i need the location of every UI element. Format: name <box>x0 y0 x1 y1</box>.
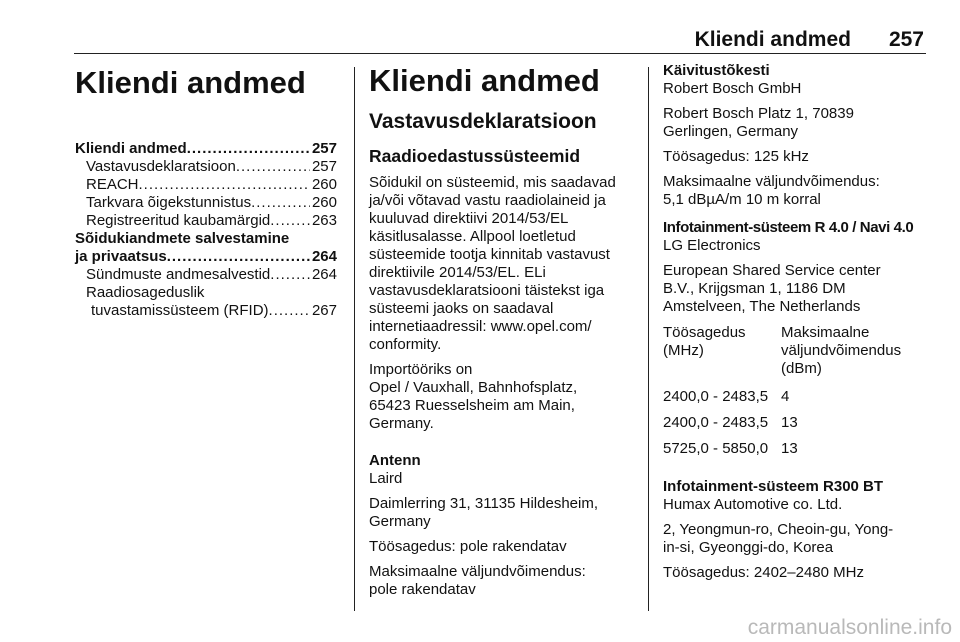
toc-entry-page: 264 <box>311 266 337 283</box>
toc-entry-label: Registreeritud kaubamärgid <box>86 212 271 229</box>
toc-entry-page: 260 <box>311 176 337 193</box>
infotainment1-maker: LG Electronics <box>663 237 761 254</box>
antenna-heading: Antenn <box>369 452 421 469</box>
subsubsection-title: Raadioedastussüsteemid <box>369 146 581 166</box>
table-cell-power: 4 <box>781 388 790 405</box>
toc-entry-label: Vastavusdeklaratsioon <box>86 158 236 175</box>
content-column-1 <box>369 62 635 599</box>
table-header-row <box>663 324 926 378</box>
immobiliser-frequency: Töösagedus: 125 kHz <box>663 148 809 165</box>
chapter-title: Kliendi andmed <box>75 65 306 100</box>
importer-paragraph: Importööriks on Opel / Vauxhall, Bahnhofsplatz, 65423 Ruesselsheim am Main, Germany. <box>369 361 578 432</box>
toc-entry-page: 267 <box>311 302 337 319</box>
running-header <box>695 28 924 52</box>
toc-entry-label-line1: Raadiosageduslik <box>86 284 205 301</box>
toc-leader <box>270 212 310 230</box>
table-cell-power: 13 <box>781 440 798 457</box>
table-cell-power: 13 <box>781 414 798 431</box>
immobiliser-maker: Robert Bosch GmbH <box>663 80 802 97</box>
conformity-paragraph: Sõidukil on süsteemid, mis saadavad ja/või võtavad vastu raadiolaineid ja kuuluvad direktiivi 2014/53/EL käsitlusalasse. Allpool loetletud süsteemide tootja kinnitab vastavust direktiivile 2014/53/EL. ELi vastavusdeklaratsiooni täistekst iga süsteemi jaoks on saadaval internetiaadressil: www.opel.com/ conformity. <box>369 174 616 353</box>
column-divider-1 <box>354 67 355 611</box>
table-of-contents <box>75 140 337 320</box>
immobiliser-heading: Käivitustõkesti <box>663 62 770 79</box>
running-header-title: Kliendi andmed <box>694 28 851 51</box>
toc-entry-label-line2: ja privaatsus <box>75 248 167 265</box>
table-row <box>663 388 926 406</box>
immobiliser-power: Maksimaalne väljundvõimendus: 5,1 dBµA/m 10 m korral <box>663 173 880 208</box>
toc-leader <box>187 140 310 158</box>
toc-entry-page: 264 <box>311 248 337 265</box>
toc-entry[interactable] <box>75 140 337 158</box>
toc-leader <box>269 302 310 320</box>
table-header-power: Maksimaalne väljundvõimendus (dBm) <box>781 324 902 377</box>
antenna-maker: Laird <box>369 470 403 487</box>
toc-entry-label-line1: Sõidukiandmete salvestamine <box>75 230 290 247</box>
infotainment2-address: 2, Yeongmun-ro, Cheoin-gu, Yong- in-si, Gyeonggi-do, Korea <box>663 521 894 556</box>
toc-entry[interactable] <box>75 158 337 176</box>
toc-leader <box>139 176 310 194</box>
infotainment2-frequency: Töösagedus: 2402–2480 MHz <box>663 564 864 581</box>
infotainment2-heading: Infotainment-süsteem R300 BT <box>663 478 884 495</box>
toc-leader <box>270 266 310 284</box>
toc-entry[interactable] <box>75 194 337 212</box>
toc-entry-label: REACH <box>86 176 139 193</box>
table-header-frequency: Töösagedus (MHz) <box>663 324 746 359</box>
table-row <box>663 440 926 458</box>
antenna-address: Daimlerring 31, 31135 Hildesheim, Germany <box>369 495 598 530</box>
infotainment2-maker: Humax Automotive co. Ltd. <box>663 496 843 513</box>
toc-leader <box>167 248 310 266</box>
infotainment1-address: European Shared Service center B.V., Krijgsman 1, 1186 DM Amstelveen, The Netherlands <box>663 262 881 315</box>
infotainment1-heading: Infotainment-süsteem R 4.0 / Navi 4.0 <box>663 219 914 236</box>
column-divider-2 <box>648 67 649 611</box>
section-title: Kliendi andmed <box>369 63 600 98</box>
antenna-frequency: Töösagedus: pole rakendatav <box>369 538 567 555</box>
table-cell-frequency: 5725,0 - 5850,0 <box>663 440 769 457</box>
toc-leader <box>251 194 310 212</box>
toc-column <box>75 62 337 320</box>
toc-entry[interactable] <box>75 176 337 194</box>
toc-entry[interactable] <box>75 266 337 284</box>
toc-entry-label: Sündmuste andmesalvestid <box>86 266 271 283</box>
table-row <box>663 414 926 432</box>
toc-entry[interactable] <box>75 212 337 230</box>
subsection-title: Vastavusdeklaratsioon <box>369 110 597 133</box>
toc-leader <box>236 158 310 176</box>
toc-entry-label: Kliendi andmed <box>75 140 187 157</box>
watermark: carmanualsonline.info <box>747 616 952 639</box>
table-cell-frequency: 2400,0 - 2483,5 <box>663 388 769 405</box>
antenna-power: Maksimaalne väljundvõimendus: pole rakendatav <box>369 563 586 598</box>
toc-entry-page: 257 <box>311 140 337 157</box>
toc-entry-label: Tarkvara õigekstunnistus <box>86 194 252 211</box>
toc-entry-page: 263 <box>311 212 337 229</box>
toc-entry-label-line2: tuvastamissüsteem (RFID) <box>91 302 269 319</box>
toc-entry-page: 260 <box>311 194 337 211</box>
toc-entry[interactable] <box>75 284 337 320</box>
frequency-table <box>663 324 926 458</box>
toc-entry[interactable] <box>75 230 337 266</box>
table-cell-frequency: 2400,0 - 2483,5 <box>663 414 769 431</box>
toc-entry-page: 257 <box>311 158 337 175</box>
page-number: 257 <box>888 28 924 51</box>
content-column-2 <box>663 62 926 582</box>
header-rule <box>74 53 926 54</box>
immobiliser-address: Robert Bosch Platz 1, 70839 Gerlingen, Germany <box>663 105 854 140</box>
